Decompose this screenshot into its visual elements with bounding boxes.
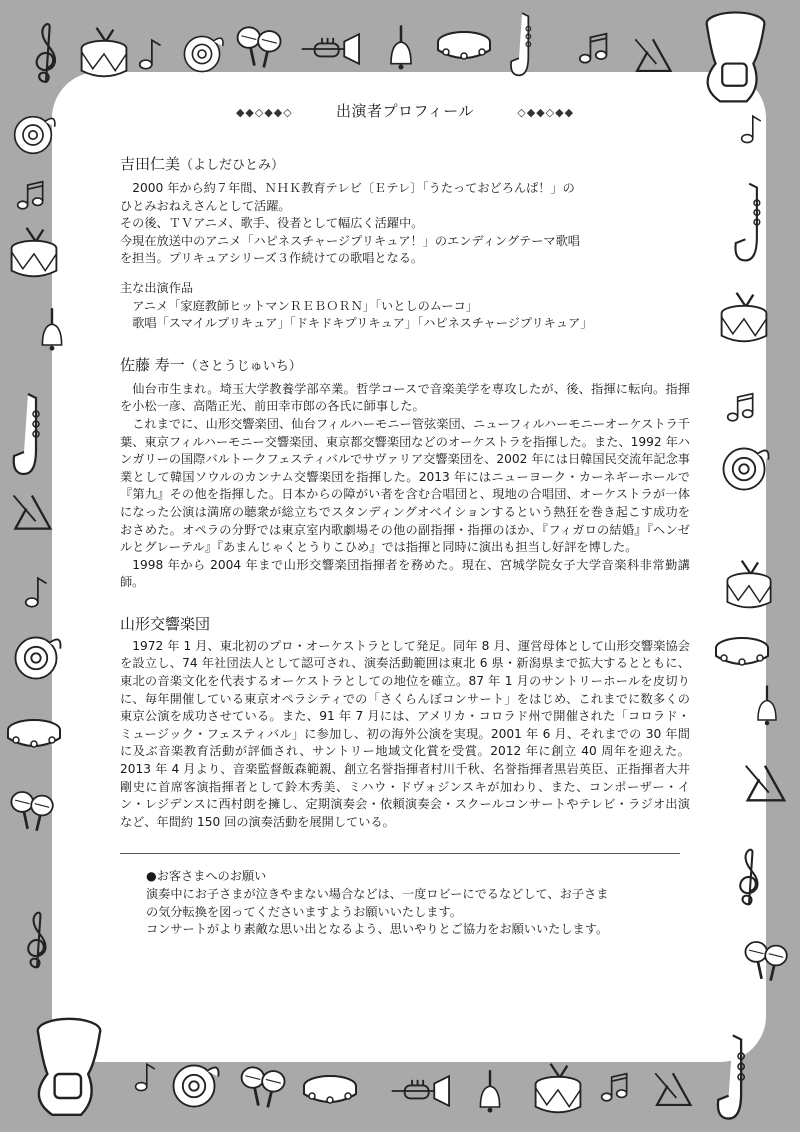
note-icon: [740, 112, 764, 146]
treble-clef-icon: [732, 846, 766, 910]
profile-line: ひとみおねえさんとして活躍。: [120, 198, 291, 213]
maracas-icon: [740, 936, 794, 984]
maracas-icon: [236, 1062, 292, 1110]
notice-heading: ●お客さまへのお願い: [146, 869, 267, 884]
handbell-icon: [384, 22, 418, 72]
triangle-icon: [740, 760, 788, 808]
profile-line: 今現在放送中のアニメ「ハピネスチャージプリキュア！」のエンディングテーマ歌唱: [120, 233, 580, 248]
trumpet-icon: [298, 30, 372, 68]
saxophone-icon: [712, 1030, 764, 1126]
trumpet-icon: [388, 1072, 462, 1110]
profile-content: [120, 100, 690, 939]
french-horn-icon: [178, 30, 226, 78]
notice-line: コンサートがより素敵な思い出となるよう、思いやりとご協力をお願いいたします。: [146, 922, 609, 937]
drum-icon: [716, 288, 772, 346]
triangle-icon: [630, 34, 674, 78]
performer-name-heading: [120, 154, 690, 176]
handbell-icon: [752, 680, 782, 730]
tambourine-icon: [300, 1070, 360, 1110]
drum-icon: [722, 556, 776, 612]
title-ornament-right: ◇◆◆◇◆◆: [517, 106, 575, 119]
profile-line: を担当。プリキュアシリーズ３作続けての歌唱となる。: [120, 251, 424, 266]
orchestra-name-heading: [120, 614, 690, 634]
performer-reading: （よしだひとみ）: [180, 158, 285, 173]
page-title-text: 出演者プロフィール: [335, 102, 474, 120]
note-icon: [134, 1060, 158, 1094]
triangle-icon: [8, 490, 54, 536]
page-title: [120, 100, 690, 122]
orchestra-profile: [120, 614, 690, 832]
saxophone-icon: [730, 178, 778, 268]
drum-icon: [6, 222, 62, 282]
works-heading: 主な出演作品: [120, 280, 194, 295]
note-icon: [24, 574, 50, 610]
performer-name-heading: [120, 355, 690, 377]
double-note-icon: [16, 178, 46, 212]
french-horn-icon: [8, 630, 64, 686]
handbell-icon: [36, 302, 68, 356]
treble-clef-icon: [28, 22, 64, 86]
drum-icon: [530, 1060, 586, 1116]
performer-name: 吉田仁美: [120, 155, 181, 173]
drum-icon: [76, 24, 132, 80]
notice-line: 演奏中にお子さまが泣きやまない場合などは、一度ロビーにでるなどして、お子さま: [146, 887, 609, 901]
double-note-icon: [600, 1070, 630, 1104]
profile-paragraph: 1998 年から 2004 年まで山形交響楽団指揮者を務めた。現在、宮城学院女子大学音楽科非常勤講師。: [120, 557, 690, 590]
performer-profile: [120, 154, 690, 333]
profile-line: その後、ＴＶアニメ、歌手、役者として幅広く活躍中。: [120, 216, 424, 231]
profile-paragraph: 1972 年 1 月、東北初のプロ・オーケストラとして発足。同年 8 月、運営母体として山形交響楽協会を設立し、74 年社団法人として認可され、演奏活動範囲は東北 6 県・新潟県まで拡大するとともに、東北の音楽文化を代表するオーケストラとしての地位を確立。87 年 1 月のサントリーホールを皮切りに、毎年開催している東京オペラシティでの「さくらんぼコンサート」をはじめ、これまでに数多くの東京公演を成功させている。また、91 年 7 月には、アメリカ・コロラド州で開催された「コロラド・ミュージック・フェスティバル」に参加し、初の海外公演を実現。2001 年 6 月、それまでの 30 年間に及ぶ音楽教育活動が評価され、サントリー地域文化賞を受賞。2012 年に創立 40 周年を迎えた。2013 年 4 月より、音楽監督飯森範親、創立名誉指揮者村川千秋、名誉指揮者黒岩英臣、正指揮者大井剛史に首席客演指揮者として鈴木秀美、ミハウ・ドヴォジンスキが加わり、また、コンポーザー・イン・レジデンスに西村朗を擁し、定期演奏会・依頼演奏会・スクールコンサートやテレビ・ラジオ出演など、年間約 150 回の演奏活動を展開している。: [120, 638, 690, 829]
works-list: [120, 280, 690, 333]
tambourine-icon: [712, 632, 772, 672]
works-item: 歌唱「スマイルプリキュア」「ドキドキプリキュア」「ハピネスチャージプリキュア」: [132, 316, 593, 331]
performer-reading: （さとうじゅいち）: [184, 358, 302, 374]
triangle-icon: [650, 1068, 694, 1112]
note-icon: [138, 36, 164, 72]
profile-line: 2000 年から約７年間、ＮＨＫ教育テレビ〔Ｅテレ〕「うたっておどろんぱ！」の: [132, 181, 575, 195]
french-horn-icon: [716, 440, 772, 498]
handbell-icon: [474, 1066, 506, 1116]
performer-name: 佐藤 寿一: [120, 355, 185, 374]
divider: [120, 853, 680, 854]
audience-notice: [120, 868, 690, 938]
tambourine-icon: [4, 714, 64, 754]
title-ornament-left: ◆◆◇◆◆◇: [235, 106, 293, 119]
double-note-icon: [578, 30, 610, 66]
tambourine-icon: [434, 26, 494, 66]
saxophone-icon: [8, 390, 58, 480]
french-horn-icon: [166, 1058, 222, 1114]
profile-paragraph: 仙台市生まれ。埼玉大学教養学部卒業。哲学コースで音楽美学を専攻したが、後、指揮に転向。指揮を小松一彦、高階正光、前田幸市郎の各氏に師事した。: [120, 381, 690, 414]
performer-profile: [120, 355, 690, 592]
orchestra-name: 山形交響楽団: [120, 614, 211, 633]
tuba-icon: [20, 1014, 106, 1122]
notice-line: の気分転換を図ってくださいますようお願いいたします。: [146, 904, 462, 919]
saxophone-icon: [506, 10, 546, 80]
tuba-icon: [690, 8, 770, 108]
profile-paragraph: これまでに、山形交響楽団、仙台フィルハーモニー管弦楽団、ニューフィルハーモニーオーケストラ千葉、東京フィルハーモニー交響楽団、東京都交響楽団などのオーケストラを指揮した。また、1992 年ハンガリーの国際バルトークフェスティバルでサヴァリア交響楽団を、2002 年には日韓国民交流年記念事業として韓国ソウルのカンナム交響楽団を指揮した。2013 年にはニューヨーク・カーネギーホールで『第九』その他を指揮した。日本からの障がい者を含む合唱団と、現地の合唱団、オーケストラが一体になった公演は満席の聴衆が総立ちでスタンディングオベイションするという熱狂を巻き起こす成功をおさめた。オペラの分野では東京室内歌劇場その他の副指揮・指揮のほか、『フィガロの結婚』『ヘンゼルとグレーテル』『あまんじゃくとうりこひめ』では指揮と同時に演出も担当し好評を博した。: [120, 416, 690, 555]
works-item: アニメ「家庭教師ヒットマンＲＥＢＯＲＮ」「いとしのムーコ」: [132, 298, 478, 313]
french-horn-icon: [8, 110, 58, 160]
treble-clef-icon: [20, 908, 54, 974]
double-note-icon: [726, 390, 756, 424]
maracas-icon: [232, 22, 288, 70]
maracas-icon: [6, 786, 60, 834]
